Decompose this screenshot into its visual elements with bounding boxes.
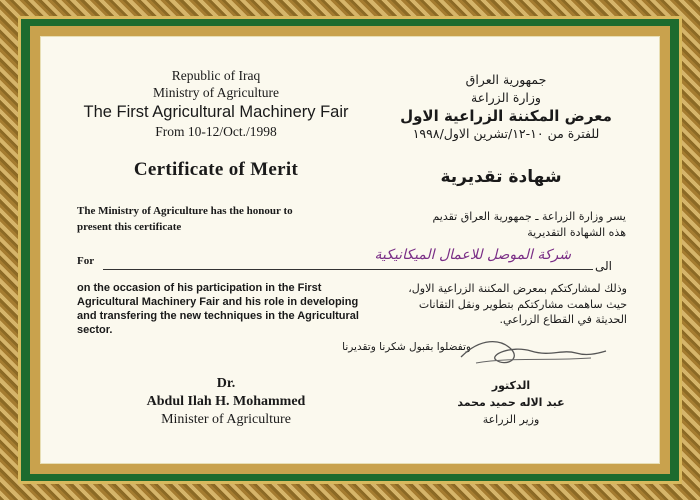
fair-dates-ar: للفترة من ١٠-١٢/تشرين الاول/١٩٩٨ (412, 126, 600, 141)
for-label: For (77, 255, 95, 267)
certificate-paper (40, 36, 660, 464)
intro-line-1-en: The Ministry of Agriculture has the honour to (77, 205, 293, 217)
fair-title-ar: معرض المكننة الزراعية الاول (400, 107, 612, 125)
signer-name-en: Abdul Ilah H. Mohammed (146, 394, 306, 409)
intro-text-ar (396, 209, 626, 241)
signer-title-ar: الدكتور (491, 379, 531, 392)
ministry-ar: وزارة الزراعة (471, 90, 541, 105)
signature (451, 327, 611, 377)
certificate-title-ar: شهادة تقديرية (440, 167, 562, 187)
recipient-line (103, 269, 593, 270)
signer-name-ar: عبد الاله حميد محمد (457, 396, 565, 409)
signer-role-en: Minister of Agriculture (161, 412, 291, 427)
intro-text-en (77, 203, 377, 235)
country-ar: جمهورية العراق (465, 72, 547, 87)
body-text-ar (381, 281, 627, 328)
signer-block-ar (441, 377, 581, 428)
recipient-name: شركة الموصل للاعمال الميكانيكية (374, 247, 571, 263)
body-line-3-ar: الحديثة في القطاع الزراعي. (499, 313, 627, 326)
body-line-2-en: Agricultural Machinery Fair and his role in developing (77, 296, 359, 308)
to-label-ar: الى (595, 259, 612, 273)
body-line-4-en: sector. (77, 324, 113, 336)
intro-line-1-ar: يسر وزارة الزراعة ـ جمهورية العراق تقديم (432, 210, 626, 223)
intro-line-2-ar: هذه الشهادة التقديرية (527, 226, 626, 239)
body-line-2-ar: حيث ساهمت مشاركتكم بتطوير ونقل التقانات (418, 297, 627, 311)
body-text-en (77, 281, 367, 337)
signer-title-en: Dr. (216, 376, 236, 391)
thanks-text-ar: وتفضلوا بقبول شكرنا وتقديرنا (342, 341, 471, 353)
english-header (81, 67, 351, 140)
country-en: Republic of Iraq (171, 68, 261, 83)
body-line-3-en: and transfering the new techniques in the Agricultural (77, 310, 359, 322)
fair-title-en: The First Agricultural Machinery Fair (83, 103, 349, 121)
signer-block-en (101, 375, 351, 429)
signer-role-ar: وزير الزراعة (482, 413, 540, 426)
fair-dates-en: From 10-12/Oct./1998 (155, 124, 277, 139)
ministry-en: Ministry of Agriculture (153, 85, 279, 100)
certificate-title-en: Certificate of Merit (133, 159, 299, 180)
body-line-1-ar: وذلك لمشاركتكم بمعرض المكننة الزراعية الاول، (408, 282, 627, 295)
arabic-header (386, 71, 626, 143)
body-line-1-en: on the occasion of his participation in the First (77, 282, 322, 294)
intro-line-2-en: present this certificate (77, 221, 182, 233)
